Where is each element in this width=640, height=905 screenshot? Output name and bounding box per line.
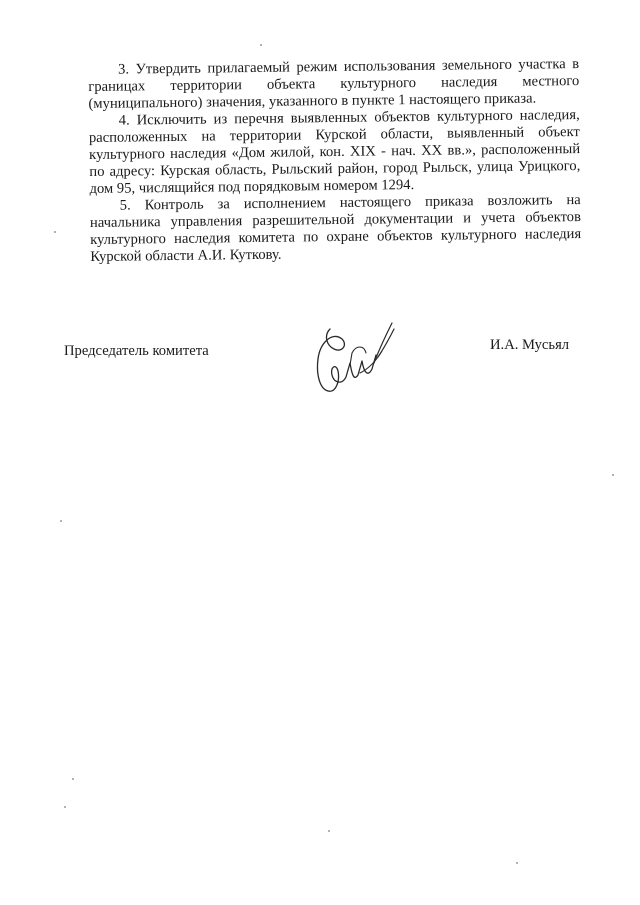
document-body <box>88 56 581 266</box>
scan-speck <box>612 474 614 476</box>
scan-speck <box>328 830 330 832</box>
scan-speck <box>516 862 518 864</box>
paragraph-item-4: 4. Исключить из перечня выявленных объектов культурного наследия, расположенных на территории Курской области, выявленный объект культурного наследия «Дом жилой, кон. XIX - нач. XX вв.», расположенный по адресу: Курская область, Рыльский район, город Рыльск, улица Урицкого, дом 95, числящийся под порядковым номером 1294. <box>88 106 581 197</box>
paragraph-item-5: 5. Контроль за исполнением настоящего приказа возложить на начальника управления разрешительной документации и учета объектов культурного наследия комитета по охране объектов культурного наследия Курской области А.И. Куткову. <box>89 191 582 265</box>
scan-speck <box>60 520 62 522</box>
signatory-position: Председатель комитета <box>64 343 209 359</box>
signature-block <box>64 315 584 405</box>
scan-speck <box>260 44 262 46</box>
scan-speck <box>72 778 74 780</box>
handwritten-signature <box>290 315 400 405</box>
scan-speck <box>54 231 56 233</box>
paragraph-item-3: 3. Утвердить прилагаемый режим использования земельного участка в границах территории объекта культурного наследия местного (муниципального) значения, указанного в пункте 1 настоящего приказа. <box>88 56 580 112</box>
signatory-name: И.А. Мусьял <box>490 337 570 353</box>
scan-speck <box>64 806 66 808</box>
